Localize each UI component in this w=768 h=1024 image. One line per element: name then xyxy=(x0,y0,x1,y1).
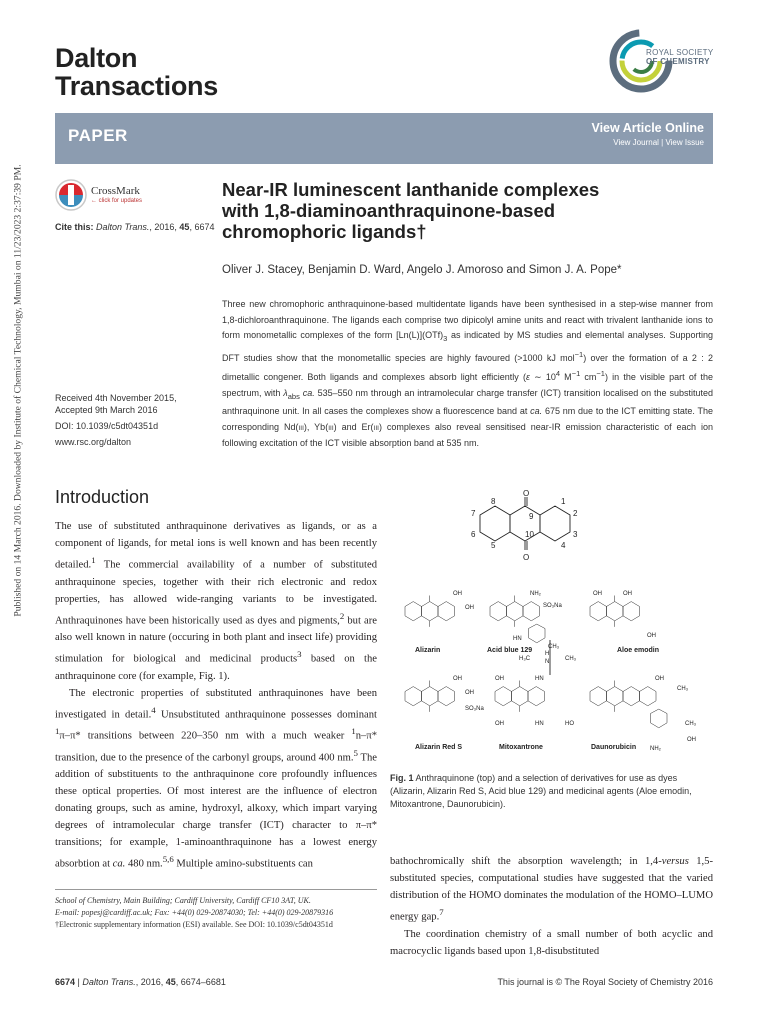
body-text: 480 nm. xyxy=(125,858,163,870)
abstract-text: ), Yb( xyxy=(303,421,329,432)
rsc-wordmark xyxy=(646,48,713,66)
article-type-banner xyxy=(55,113,713,164)
crossmark-button[interactable] xyxy=(55,179,155,213)
fig-atom: N xyxy=(545,659,550,665)
body-text: based on the anthraquinone core (for example, Fig. 1). xyxy=(55,653,377,682)
ref-link[interactable]: 3 xyxy=(297,649,302,660)
fig-atom: HO xyxy=(565,721,574,727)
abstract-text: M xyxy=(560,372,572,383)
view-article-online-link[interactable]: View Article Online xyxy=(591,121,704,135)
ref-link[interactable]: 4 xyxy=(151,704,156,715)
received-date: Received 4th November 2015, xyxy=(55,393,177,403)
crossmark-icon xyxy=(55,179,87,211)
footer-pages: , 6674–6681 xyxy=(175,977,226,987)
fig-number: 3 xyxy=(573,530,578,539)
fig-atom: OH xyxy=(647,633,656,639)
fig-atom: HN xyxy=(535,676,544,682)
fig-atom: HN xyxy=(535,721,544,727)
page-footer-copyright: This journal is © The Royal Society of Chemistry 2016 xyxy=(497,977,713,987)
fig-atom: O xyxy=(523,489,530,498)
article-type: PAPER xyxy=(68,126,128,145)
body-text: The electronic properties of substituted anthraquinones have been investigated in detail. xyxy=(55,687,377,721)
view-issue-link[interactable]: View Issue xyxy=(665,138,704,147)
abstract-text: 675 nm due to the ICT emitting state. The corresponding Nd( xyxy=(222,406,713,432)
affiliation: School of Chemistry, Main Building; Cardiff University, Cardiff CF10 3AT, UK. xyxy=(55,896,311,905)
doi[interactable]: DOI: 10.1039/c5dt04351d xyxy=(55,421,159,431)
figure-caption-text: Anthraquinone (top) and a selection of derivatives for use as dyes (Alizarin, Alizarin Red S, Acid blue 129) and medicinal agents (Aloe emodin, Mitoxantrone, Daunorubicin). xyxy=(390,773,692,809)
fig-atom: SO₃Na xyxy=(543,603,562,609)
page-footer-citation xyxy=(55,977,226,987)
body-text: The addition of substituents to the anthraquinone core profoundly influences these optical properties. Of most interest are the influence of electron donating groups, such as amine, hydroxyl, alkoxy, which impart varying degrees of intramolecular charge transfer (ICT) character to π–π* transitions; for example, 1-aminoanthraquinone has a lowest energy absorbtion at xyxy=(55,752,377,870)
crossmark-sub: ← click for updates xyxy=(91,198,143,204)
footer-year: , 2016, xyxy=(135,977,166,987)
abstract-text: ∼ 10 xyxy=(529,372,556,383)
fig-atom: H xyxy=(545,651,550,657)
abstract xyxy=(222,297,713,452)
body-text: Multiple amino-substituents can xyxy=(173,858,313,870)
abstract-text: 535–550 nm through an intramolecular charge transfer (ICT) transition localised on the substituted anthraquinone unit. In all cases the complexes show a fluorescence band at xyxy=(222,387,713,417)
fig-atom: OH xyxy=(593,591,602,597)
download-sidebar xyxy=(0,0,24,1024)
abstract-smallcaps: III xyxy=(298,424,304,432)
fig-atom: NH₂ xyxy=(650,746,661,752)
journal-url[interactable]: www.rsc.org/dalton xyxy=(55,437,132,447)
fig-atom: OH xyxy=(465,690,474,696)
rsc-line2: OF CHEMISTRY xyxy=(646,57,710,66)
fig-atom: HN xyxy=(513,636,522,642)
fig-atom: O xyxy=(523,553,530,562)
journal-title-line1: Dalton xyxy=(55,43,138,73)
fig-atom: OH xyxy=(465,605,474,611)
abstract-symbol: ε xyxy=(525,372,530,383)
ref-link[interactable]: 5 xyxy=(353,747,358,758)
fig-atom: H₃C xyxy=(519,656,531,662)
body-italic: ca. xyxy=(112,858,126,870)
abstract-symbol: λ xyxy=(283,387,288,398)
fig-atom: SO₃Na xyxy=(465,706,484,712)
footer-sep: | xyxy=(75,977,83,987)
abstract-text: ) over the formation of a 2 : 2 dimetallic congener. Both ligands and complexes absorb light efficiently ( xyxy=(222,352,713,383)
fig-atom: CH₃ xyxy=(565,656,577,662)
rsc-line1: ROYAL SOCIETY xyxy=(646,48,714,57)
fig-compound-name: Aloe emodin xyxy=(617,647,660,654)
cite-volume: 45 xyxy=(179,222,190,232)
cite-year: , 2016, xyxy=(149,222,180,232)
abstract-sup: −1 xyxy=(596,369,605,379)
banner-links xyxy=(613,138,704,147)
footnote-rule xyxy=(55,889,377,890)
abstract-italic: ca. xyxy=(530,406,543,417)
contact-email: E-mail: popesj@cardiff.ac.uk; Fax: +44(0) 029-20874030; Tel: +44(0) 029-20879316 xyxy=(55,907,334,917)
body-text: 1,5-substituted species, computational studies have suggested that the varied distribution of the HOMO dominates the modulation of the HOMO–LUMO energy gap. xyxy=(390,856,714,923)
footer-volume: 45 xyxy=(165,977,176,987)
title-line2: with 1,8-diaminoanthraquinone-based xyxy=(222,200,556,221)
body-sup: 1 xyxy=(55,726,60,737)
body-text: The use of substituted anthraquinone derivatives as ligands, or as a component of ligands, for metal ions is well known and has been recently detailed. xyxy=(55,521,377,571)
abstract-sup: −1 xyxy=(574,349,584,359)
fig-atom: OH xyxy=(687,737,696,743)
abstract-text: cm xyxy=(580,372,597,383)
figure-caption-label: Fig. 1 xyxy=(390,773,414,783)
ref-link[interactable]: 2 xyxy=(339,610,345,621)
cite-page: , 6674 xyxy=(189,222,215,232)
fig-atom: OH xyxy=(495,676,504,682)
cite-this xyxy=(55,221,215,233)
intro-paragraph-1 xyxy=(55,518,377,685)
abstract-smallcaps: III xyxy=(373,424,379,432)
fig-number: 1 xyxy=(561,497,566,506)
abstract-italic: ca. xyxy=(302,387,315,398)
body-column-right xyxy=(390,853,713,960)
abstract-text: as indicated by MS studies and elemental analyses. Supporting DFT studies show that the monometallic species are highly favoured (>1000 kJ mol xyxy=(222,330,713,363)
banner-link-separator: | xyxy=(658,138,666,147)
body-text: Unsubstituted anthraquinone possesses dominant xyxy=(155,709,377,721)
article-dates xyxy=(55,392,215,448)
body-text: bathochromically shift the absorption wavelength; in 1,4- xyxy=(390,856,662,867)
fig-atom: OH xyxy=(453,591,462,597)
col2-paragraph-2: The coordination chemistry of a small number of both acyclic and macrocyclic ligands based upon 1,8-disubstituted xyxy=(390,928,713,957)
title-line1: Near-IR luminescent lanthanide complexes xyxy=(222,179,600,200)
body-text: but are also well known in nature (occuring in both plant and insect life) providing stimulation for biological and medicinal products xyxy=(55,615,377,665)
download-notice: Published on 14 March 2016. Downloaded by Institute of Chemical Technology, Mumbai on 11/23/2023 2:37:39 PM. xyxy=(12,164,24,617)
fig-atom: NH₂ xyxy=(530,591,541,597)
fig-compound-name: Alizarin xyxy=(415,647,441,654)
cite-journal: Dalton Trans. xyxy=(96,222,150,232)
fig-atom: CH₃ xyxy=(677,686,689,692)
page-number: 6674 xyxy=(55,977,76,987)
fig-atom: CH₃ xyxy=(685,721,697,727)
body-column-left xyxy=(55,518,377,873)
fig-number: 5 xyxy=(491,541,496,550)
fig-number: 9 xyxy=(529,512,534,521)
intro-paragraph-2 xyxy=(55,685,377,873)
fig-number: 6 xyxy=(471,530,476,539)
fig-number: 8 xyxy=(491,497,496,506)
body-text: The commercial availability of a number of substituted anthraquinone species, together with their rich electronic and redox properties, has allowed wide-ranging variants to be investigated. Anthraquinones have been historically used as dyes and pigments, xyxy=(55,559,377,627)
abstract-sub: abs xyxy=(287,391,300,401)
fig-atom: OH xyxy=(655,676,664,682)
figure-caption xyxy=(390,772,713,811)
col2-paragraph-1 xyxy=(390,853,713,926)
ref-link[interactable]: 1 xyxy=(91,555,96,565)
abstract-text: ) and Er( xyxy=(333,421,374,432)
fig-atom: OH xyxy=(453,676,462,682)
fig-compound-name: Daunorubicin xyxy=(591,744,637,751)
fig-compound-name: Alizarin Red S xyxy=(415,744,463,751)
body-italic: versus xyxy=(661,856,689,867)
ref-link[interactable]: 5,6 xyxy=(162,854,174,865)
fig-number: 10 xyxy=(525,530,534,539)
fig-number: 2 xyxy=(573,509,578,518)
fig-compound-name: Mitoxantrone xyxy=(499,744,543,751)
view-journal-link[interactable]: View Journal xyxy=(613,138,659,147)
fig-number: 7 xyxy=(471,509,476,518)
introduction-heading: Introduction xyxy=(55,487,150,507)
fig-number: 4 xyxy=(561,541,566,550)
abstract-text: ) complexes also reveal sensitised near-IR emission characteristic of each ion following excitation of the ICT visible absorption band at 535 nm. xyxy=(222,421,714,449)
body-sup: 1 xyxy=(351,726,356,737)
crossmark-label: CrossMark xyxy=(91,185,140,197)
abstract-text: Three new chromophoric anthraquinone-based multidentate ligands have been synthesised in a step-wise manner from 1,8-dichloroanthraquinone. The ligands each comprise two dipicolyl amine units and react with trivalent lanthanide ions to form monometallic complexes of the form [Ln(L)](OTf) xyxy=(222,299,713,341)
esi-note: †Electronic supplementary information (ESI) available. See DOI: 10.1039/c5dt04351d xyxy=(55,919,333,929)
footnotes xyxy=(55,895,377,930)
fig-compound-name: Acid blue 129 xyxy=(487,647,533,654)
footer-journal: Dalton Trans. xyxy=(82,977,136,987)
cite-label: Cite this: xyxy=(55,222,94,232)
journal-title xyxy=(55,44,218,100)
fig-atom: CH₃ xyxy=(548,644,560,650)
journal-title-line2: Transactions xyxy=(55,71,218,101)
fig-atom: OH xyxy=(623,591,632,597)
abstract-text: ) in the visible part of the spectrum, with xyxy=(222,372,714,398)
article-title xyxy=(222,179,662,242)
fig-atom: OH xyxy=(495,721,504,727)
abstract-smallcaps: III xyxy=(328,424,334,432)
authors: Oliver J. Stacey, Benjamin D. Ward, Angelo J. Amoroso and Simon J. A. Pope* xyxy=(222,264,622,276)
body-text: n–π* transition, due to the presence of the carbonyl groups, around 400 nm. xyxy=(55,730,377,764)
ref-link[interactable]: 7 xyxy=(439,907,444,917)
abstract-sup: 4 xyxy=(555,369,561,379)
abstract-sub: 3 xyxy=(443,333,448,343)
figure-1-structures xyxy=(395,485,713,765)
title-line3: chromophoric ligands† xyxy=(222,221,427,242)
body-text: π–π* transitions between 220–350 nm with a much weaker xyxy=(59,730,352,742)
accepted-date: Accepted 9th March 2016 xyxy=(55,405,158,415)
abstract-sup: −1 xyxy=(571,369,581,379)
